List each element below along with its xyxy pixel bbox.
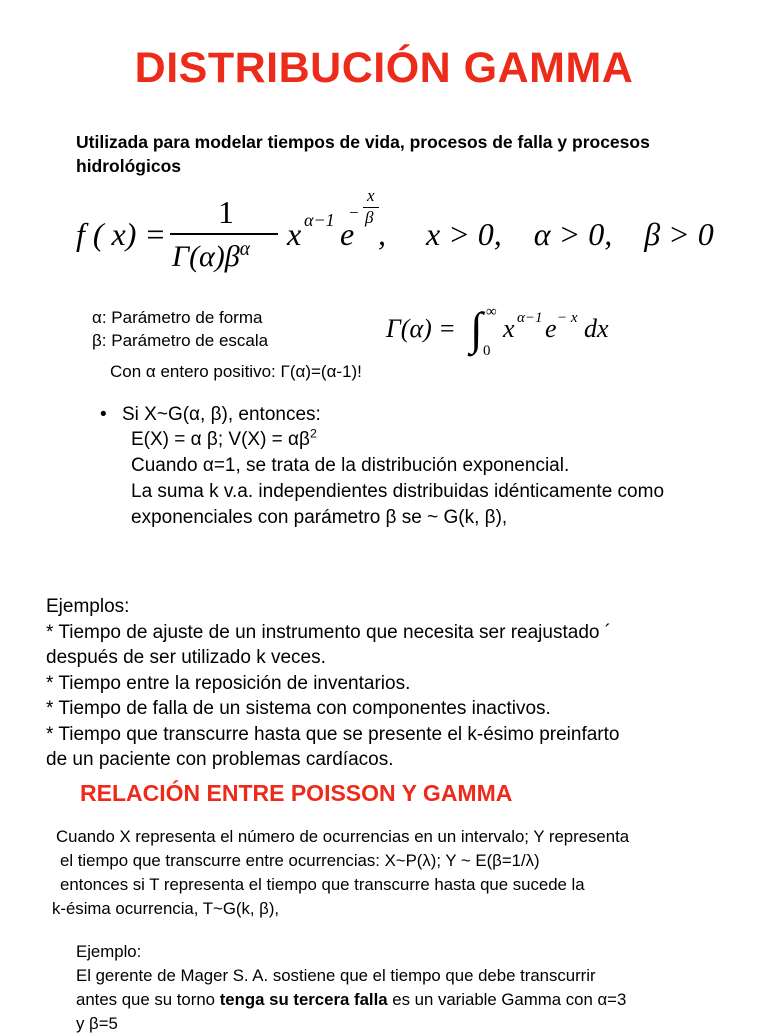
gamma-fn-lhs: Γ(α) = [386, 314, 456, 343]
page-title: DISTRIBUCIÓN GAMMA [134, 44, 634, 92]
relation-line-2: el tiempo que transcurre entre ocurrencias: X~P(λ); Y ~ E(β=1/λ) [60, 851, 540, 870]
formula-numerator: 1 [218, 194, 234, 230]
gamma-fn-dx: dx [584, 314, 609, 343]
exp-denominator: β [365, 208, 374, 227]
formula-conditions: , x > 0, α > 0, β > 0 [378, 216, 714, 252]
examples-line: después de ser utilizado k veces. [46, 647, 326, 668]
bullet-line-4: La suma k v.a. independientes distribuidas idénticamente como [131, 481, 665, 502]
example-line-2: antes que su torno tenga su tercera falla es un variable Gamma con α=3 [76, 990, 627, 1009]
gamma-fn-x: x [503, 314, 515, 343]
gamma-fn-e: e [545, 314, 557, 343]
param-integer-note: Con α entero positivo: Γ(α)=(α-1)! [110, 362, 362, 381]
relation-line-3: entonces si T representa el tiempo que transcurre hasta que sucede la [60, 875, 585, 894]
examples-line: de un paciente con problemas cardíacos. [46, 749, 394, 770]
examples-line: * Tiempo de ajuste de un instrumento que necesita ser reajustado ´ [46, 621, 612, 643]
formula-denominator: $\Gamma(\alpha)\beta^\alpha$ [172, 239, 250, 273]
fraction-bar [170, 233, 278, 235]
formula-lhs: f ( x) = [76, 216, 166, 252]
section-subtitle: RELACIÓN ENTRE POISSON Y GAMMA [80, 780, 513, 806]
param-alpha: α: Parámetro de forma [92, 308, 263, 327]
formula-x-exponent: α−1 [304, 210, 335, 230]
gamma-fn-e-exp: − x [557, 310, 578, 326]
example-heading: Ejemplo: [76, 942, 142, 961]
integral-lower: 0 [483, 343, 491, 359]
exp-numerator: x [367, 186, 375, 205]
examples-line: * Tiempo entre la reposición de inventarios. [46, 672, 411, 694]
intro-text: Utilizada para modelar tiempos de vida, procesos de falla y procesos hidrológicos [76, 132, 650, 176]
bullet-line-5: exponenciales con parámetro β se ~ G(k, β), [131, 507, 508, 528]
example-emphasis: tenga su tercera falla [219, 990, 388, 1009]
bullet-dot-icon: • [100, 404, 107, 425]
bullet-line-2: E(X) = α β; $V(X) = \alpha\beta^2$ [131, 426, 317, 450]
examples-line: Ejemplos: [46, 596, 130, 617]
formula-e: e [340, 216, 355, 252]
examples-line: * Tiempo de falla de un sistema con componentes inactivos. [46, 698, 551, 719]
examples-line: * Tiempo que transcurre hasta que se presente el k-ésimo preinfarto [46, 723, 620, 745]
exp-minus: − [349, 203, 359, 222]
gamma-fn-x-exp: α−1 [517, 310, 543, 326]
relation-line-4: k-ésima ocurrencia, T~G(k, β), [52, 899, 280, 918]
integral-upper: ∞ [486, 304, 497, 320]
formula-x-term: x [287, 216, 302, 252]
example-line-3: y β=5 [76, 1014, 118, 1033]
examples-list [46, 594, 619, 773]
bullet-line-1: Si X~G(α, β), entonces: [122, 404, 321, 425]
integral-sign-icon: ∫ [470, 303, 483, 354]
param-beta: β: Parámetro de escala [92, 331, 269, 350]
example-line-1: El gerente de Mager S. A. sostiene que el tiempo que debe transcurrir [76, 966, 596, 985]
bullet-line-3: Cuando α=1, se trata de la distribución exponencial. [131, 455, 570, 476]
relation-line-1: Cuando X representa el número de ocurrencias en un intervalo; Y representa [56, 827, 630, 846]
